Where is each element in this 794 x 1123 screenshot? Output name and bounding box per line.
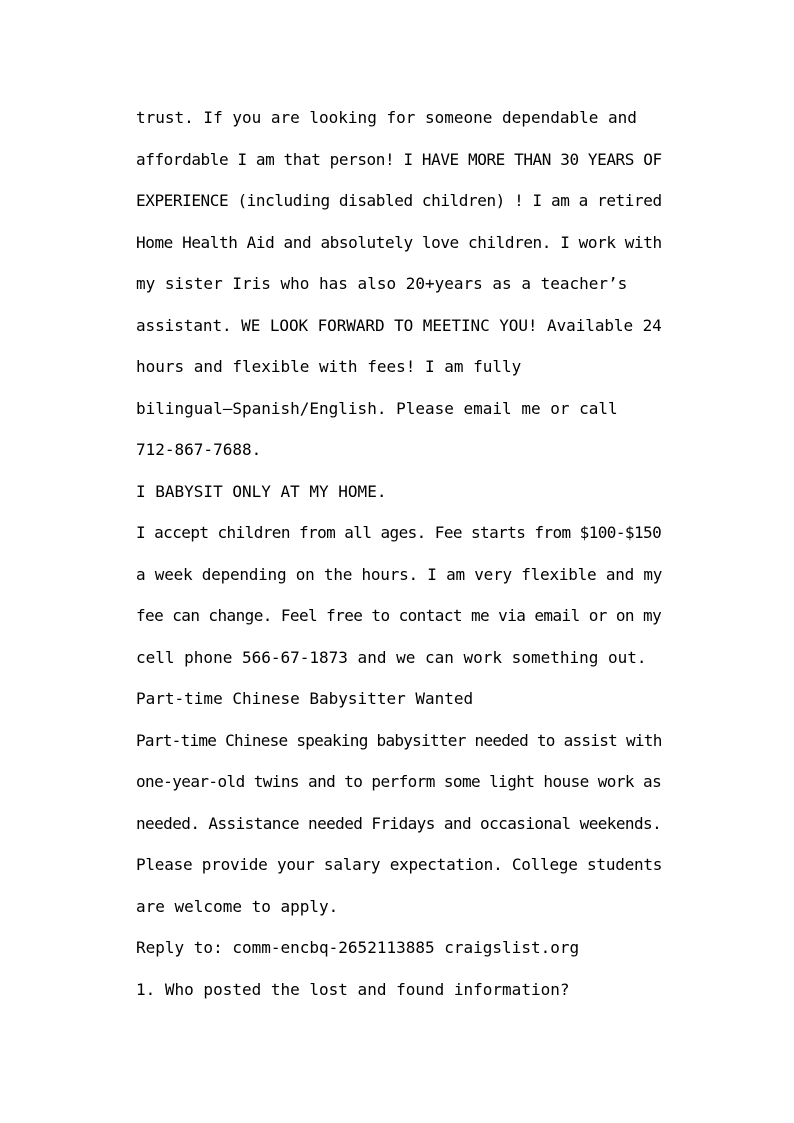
text-line: are welcome to apply.	[136, 896, 339, 916]
text-line: bilingual—Spanish/English. Please email me or call	[136, 398, 618, 418]
text-line: affordable I am that person! I HAVE MORE THAN 30 YEARS OF	[136, 149, 662, 169]
text-line: I BABYSIT ONLY AT MY HOME.	[136, 481, 387, 501]
text-line: trust. If you are looking for someone dependable and	[136, 108, 637, 127]
document-page	[136, 104, 662, 1017]
text-line: I accept children from all ages. Fee starts from $100-$150	[136, 523, 662, 542]
text-line: 712-867-7688.	[136, 440, 262, 459]
text-line: Part-time Chinese speaking babysitter needed to assist with	[136, 730, 662, 750]
text-line: needed. Assistance needed Fridays and occasional weekends.	[136, 813, 662, 833]
section-heading: Part-time Chinese Babysitter Wanted	[136, 689, 474, 708]
text-line: fee can change. Feel free to contact me via email or on my	[136, 606, 662, 625]
text-line: Please provide your salary expectation. College students	[136, 855, 663, 874]
text-line: EXPERIENCE (including disabled children) ! I am a retired	[136, 191, 662, 210]
text-line: a week depending on the hours. I am very flexible and my	[136, 564, 663, 584]
text-line: my sister Iris who has also 20+years as a teacher’s	[136, 274, 628, 293]
text-line: assistant. WE LOOK FORWARD TO MEETINC YOU! Available 24	[136, 315, 662, 335]
question-line: 1. Who posted the lost and found information?	[136, 979, 570, 999]
reply-to-line: Reply to: comm-encbq-2652113885 craigslist.org	[136, 938, 580, 957]
text-line: Home Health Aid and absolutely love children. I work with	[136, 232, 662, 252]
text-line: one-year-old twins and to perform some light house work as	[136, 772, 662, 791]
text-line: hours and flexible with fees! I am fully	[136, 357, 522, 376]
text-line: cell phone 566-67-1873 and we can work something out.	[136, 647, 647, 667]
